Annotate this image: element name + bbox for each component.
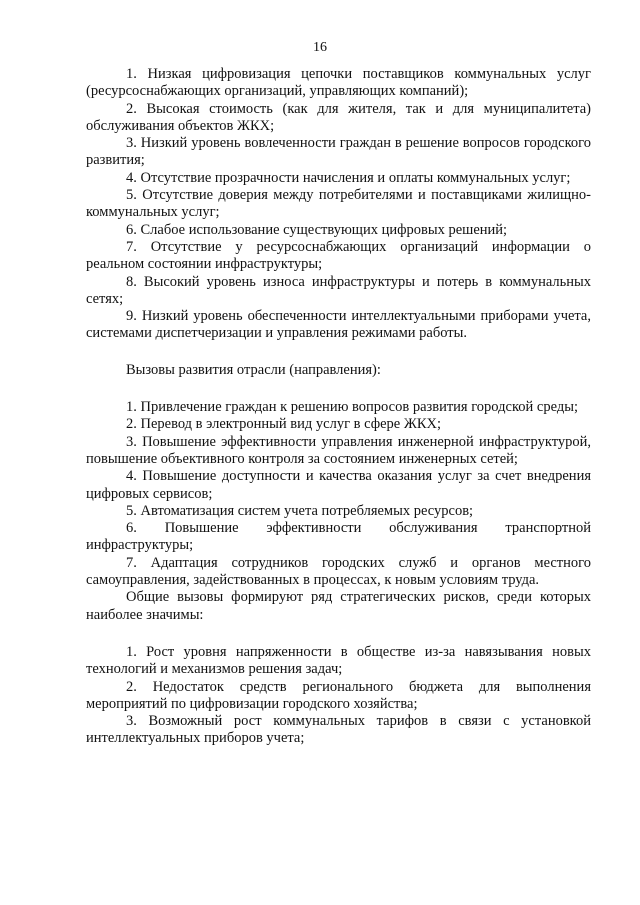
risk-item: 1. Рост уровня напряженности в обществе из-за навязывания новых технологий и механизмов решения задач; xyxy=(86,643,591,678)
challenge-item: 4. Повышение доступности и качества оказания услуг за счет внедрения цифровых сервисов; xyxy=(86,468,591,502)
risk-item: 3. Возможный рост коммунальных тарифов в связи с установкой интеллектуальных приборов учета; xyxy=(86,713,591,747)
page-number: 16 xyxy=(313,40,327,55)
challenge-item: 5. Автоматизация систем учета потребляемых ресурсов; xyxy=(126,502,474,519)
risk-item: 2. Недостаток средств регионального бюджета для выполнения мероприятий по цифровизации городского хозяйства; xyxy=(86,678,591,712)
problem-item: 6. Слабое использование существующих цифровых решений; xyxy=(126,221,508,238)
challenges-list xyxy=(86,399,591,589)
challenge-item: 6. Повышение эффективности обслуживания транспортной инфраструктуры; xyxy=(86,520,591,554)
problem-item: 8. Высокий уровень износа инфраструктуры и потерь в коммунальных сетях; xyxy=(86,273,591,307)
risks-intro: Общие вызовы формируют ряд стратегических рисков, среди которых наиболее значимы: xyxy=(86,589,591,623)
spacer xyxy=(86,624,591,644)
problem-item: 2. Высокая стоимость (как для жителя, так и для муниципалитета) обслуживания объектов ЖКХ; xyxy=(86,100,591,134)
problem-item: 7. Отсутствие у ресурсоснабжающих организаций информации о реальном состоянии инфраструктуры; xyxy=(86,238,591,273)
spacer xyxy=(86,343,591,362)
risks-list xyxy=(86,644,591,748)
challenge-item: 2. Перевод в электронный вид услуг в сфере ЖКХ; xyxy=(126,416,442,433)
problems-list xyxy=(86,66,591,343)
challenge-item: 7. Адаптация сотрудников городских служб и органов местного самоуправления, задействованных в процессах, к новым условиям труда. xyxy=(86,554,591,589)
challenges-heading: Вызовы развития отрасли (направления): xyxy=(126,361,381,378)
problem-item: 9. Низкий уровень обеспеченности интеллектуальными приборами учета, системами диспетчеризации и управления режимами работы. xyxy=(86,308,591,342)
challenge-item: 1. Привлечение граждан к решению вопросов развития городской среды; xyxy=(126,399,578,416)
problem-item: 5. Отсутствие доверия между потребителями и поставщиками жилищно-коммунальных услуг; xyxy=(86,187,591,221)
problem-item: 4. Отсутствие прозрачности начисления и оплаты коммунальных услуг; xyxy=(126,169,571,186)
document-body xyxy=(86,66,591,748)
problem-item: 1. Низкая цифровизация цепочки поставщиков коммунальных услуг (ресурсоснабжающих организаций, управляющих компаний); xyxy=(86,66,591,100)
problem-item: 3. Низкий уровень вовлеченности граждан в решение вопросов городского развития; xyxy=(86,135,591,169)
challenge-item: 3. Повышение эффективности управления инженерной инфраструктурой, повышение объективного контроля за состоянием инженерных сетей; xyxy=(86,433,591,467)
spacer xyxy=(86,379,591,399)
